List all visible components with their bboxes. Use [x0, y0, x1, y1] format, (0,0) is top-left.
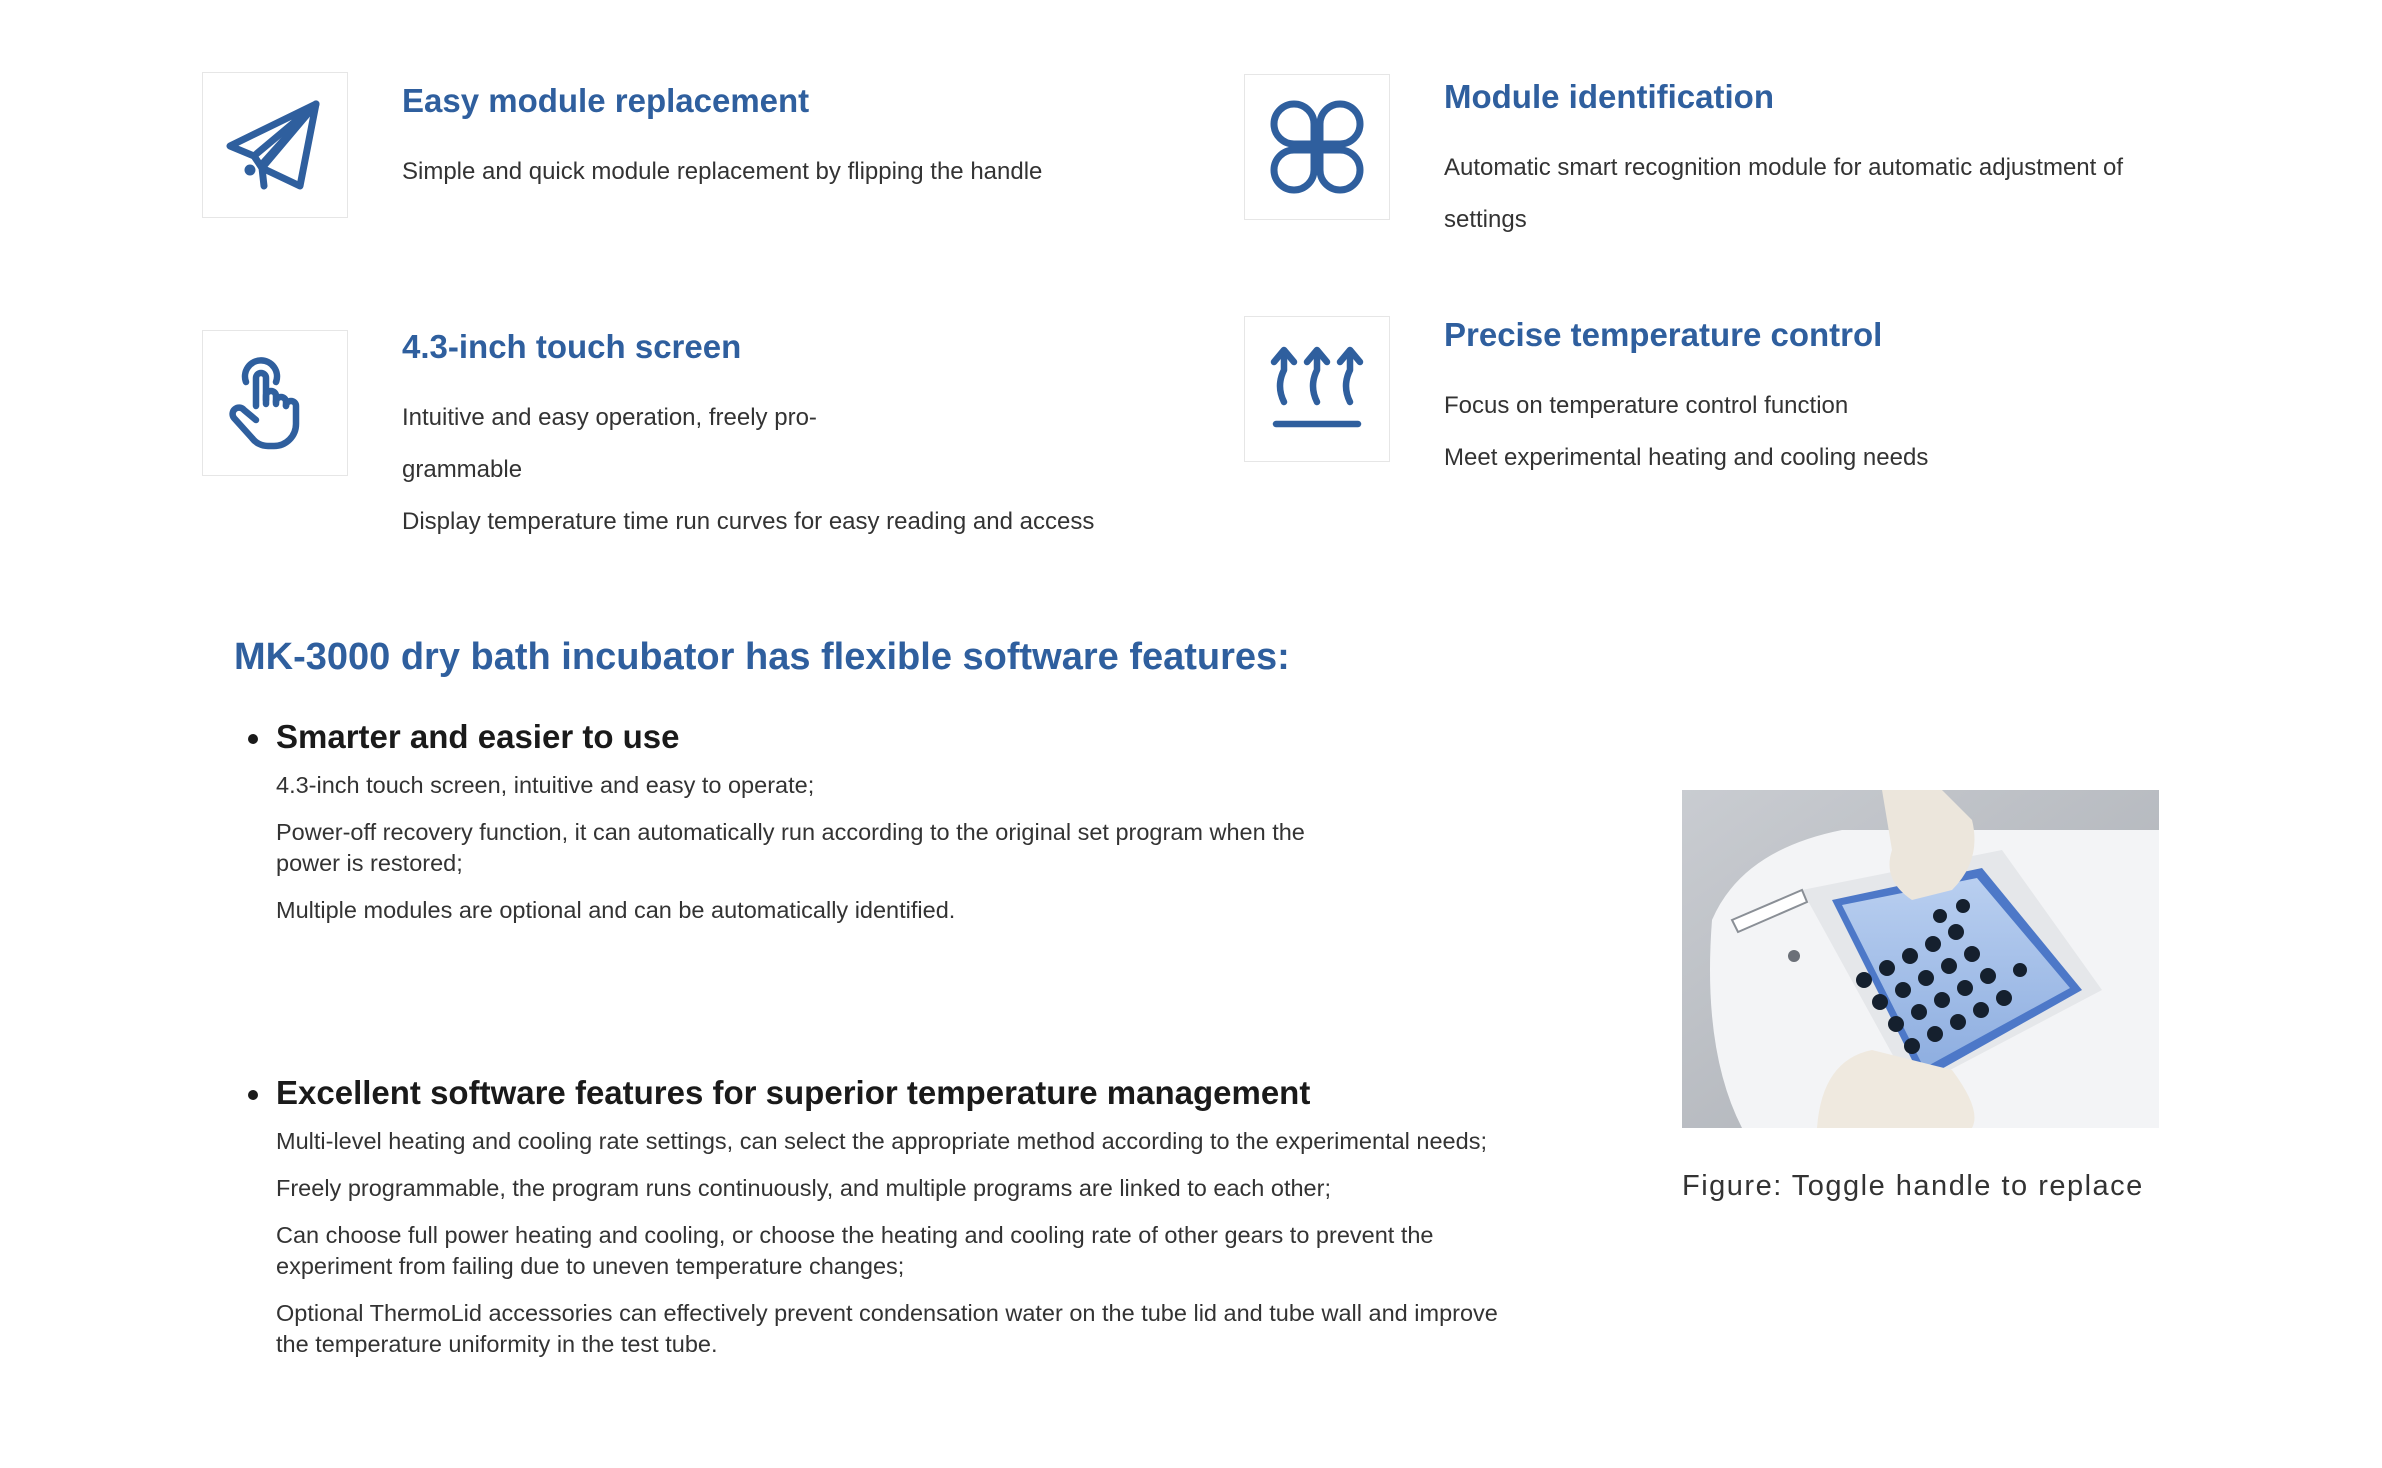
- feature-group-smarter: [244, 718, 1324, 942]
- feature-desc-line: Display temperature time run curves for easy reading and access: [402, 508, 1095, 535]
- clover-icon: [1244, 74, 1390, 220]
- group-heading: [244, 1074, 1524, 1112]
- group-heading-text: Smarter and easier to use: [276, 718, 680, 755]
- feature-desc-line: Focus on temperature control function: [1444, 392, 1849, 419]
- feature-title: Module identification: [1444, 78, 1774, 115]
- feature-title: Precise temperature control: [1444, 316, 1883, 353]
- list-item: Multiple modules are optional and can be automatically identified.: [276, 897, 956, 923]
- feature-title: 4.3-inch touch screen: [402, 328, 742, 365]
- figure-caption: Figure: Toggle handle to replace: [1682, 1170, 2144, 1202]
- list-item: Freely programmable, the program runs continuously, and multiple programs are linked to each other;: [276, 1175, 1331, 1201]
- list-item: Optional ThermoLid accessories can effectively prevent condensation water on the tube lid and tube wall and improve the temperature uniformity in the test tube.: [276, 1300, 1498, 1357]
- feature-description: [402, 146, 1162, 198]
- group-items: [244, 1126, 1516, 1360]
- feature-desc-line: Intuitive and easy operation, freely pro-: [402, 404, 817, 431]
- group-heading: [244, 718, 1324, 756]
- list-item: Power-off recovery function, it can automatically run according to the original set program when the power is restored;: [276, 819, 1305, 876]
- feature-desc-line: Meet experimental heating and cooling needs: [1444, 444, 1929, 471]
- bullet-dot: [248, 1090, 258, 1100]
- list-item: 4.3-inch touch screen, intuitive and easy to operate;: [276, 772, 815, 798]
- paper-plane-icon: [202, 72, 348, 218]
- product-photo: [1682, 790, 2159, 1128]
- feature-description: [402, 392, 1182, 548]
- feature-desc-line: grammable: [402, 456, 523, 483]
- feature-group-temperature-management: [244, 1074, 1524, 1376]
- section-title: MK-3000 dry bath incubator has flexible software features:: [234, 636, 1290, 678]
- feature-title: Easy module replacement: [402, 82, 810, 119]
- group-heading-text: Excellent software features for superior temperature management: [276, 1074, 1311, 1111]
- group-items: [244, 770, 1324, 926]
- list-item: Can choose full power heating and cooling, or choose the heating and cooling rate of other gears to prevent the experiment from failing due to uneven temperature changes;: [276, 1222, 1434, 1279]
- bullet-dot: [248, 734, 258, 744]
- heat-arrows-icon: [1244, 316, 1390, 462]
- list-item: Multi-level heating and cooling rate settings, can select the appropriate method according to the experimental needs;: [276, 1128, 1487, 1154]
- feature-desc-line: Simple and quick module replacement by flipping the handle: [402, 158, 1043, 185]
- feature-description: [1444, 142, 2184, 246]
- feature-desc-line: Automatic smart recognition module for automatic adjustment of settings: [1444, 154, 2123, 233]
- touch-hand-icon: [202, 330, 348, 476]
- feature-description: [1444, 380, 2204, 484]
